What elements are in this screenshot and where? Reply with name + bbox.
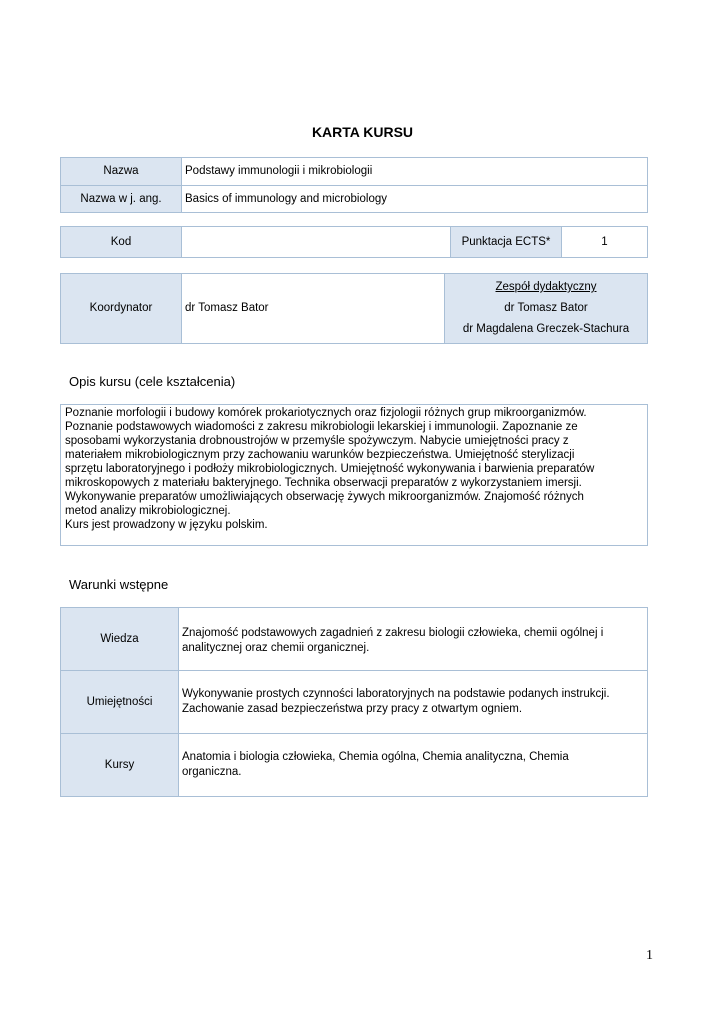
page-title: KARTA KURSU: [311, 124, 414, 140]
ects-value: 1: [562, 227, 648, 258]
description-line: mikroskopowych z materiału bakteryjnego. Technika obserwacji preparatów z wykorzystaniem imersji.: [65, 477, 582, 489]
prerequisites-table: [60, 607, 648, 797]
team-heading: Zespół dydaktyczny: [495, 281, 597, 293]
description-line: metod analizy mikrobiologicznej.: [65, 505, 231, 517]
prereq-line: organiczna.: [182, 766, 242, 778]
code-table: [60, 226, 648, 258]
description-line: sprzętu laboratoryjnego i podłoży mikrobiologicznych. Umiejętność wykonywania i barwienia preparatów: [65, 463, 595, 475]
description-line: Wykonywanie preparatów umożliwiających obserwację żywych mikroorganizmów. Znajomość różnych: [65, 491, 584, 503]
prereq-label-knowledge: Wiedza: [61, 608, 179, 671]
prereq-value-courses: [179, 734, 648, 797]
team-member: dr Magdalena Greczek-Stachura: [462, 323, 630, 335]
prereq-line: analitycznej oraz chemii organicznej.: [182, 642, 370, 654]
name-label: Nazwa: [61, 158, 182, 186]
code-label: Kod: [61, 227, 182, 258]
ects-label: Punktacja ECTS*: [451, 227, 562, 258]
name-value: Podstawy immunologii i mikrobiologii: [182, 158, 648, 186]
prereq-line: Zachowanie zasad bezpieczeństwa przy pracy z otwartym ogniem.: [182, 703, 523, 715]
description-line: sposobami wykorzystania drobnoustrojów w przemyśle spożywczym. Nabycie umiejętności pracy z: [65, 435, 569, 447]
description-line: materiałem mikrobiologicznym przy zachowaniu warunków bezpieczeństwa. Umiejętność sterylizacji: [65, 449, 575, 461]
description-box: [60, 404, 648, 546]
prereq-line: Znajomość podstawowych zagadnień z zakresu biologii człowieka, chemii ogólnej i: [182, 627, 604, 639]
name-en-value: Basics of immunology and microbiology: [182, 186, 648, 213]
prereq-label-skills: Umiejętności: [61, 671, 179, 734]
name-en-label: Nazwa w j. ang.: [61, 186, 182, 213]
prereq-line: Wykonywanie prostych czynności laboratoryjnych na podstawie podanych instrukcji.: [182, 688, 610, 700]
description-heading: Opis kursu (cele kształcenia): [69, 374, 236, 389]
prereq-value-knowledge: [179, 608, 648, 671]
prereq-line: Anatomia i biologia człowieka, Chemia ogólna, Chemia analityczna, Chemia: [182, 751, 569, 763]
page-number: 1: [646, 948, 653, 963]
prereq-value-skills: [179, 671, 648, 734]
team-member: dr Tomasz Bator: [504, 302, 588, 314]
description-line: Poznanie podstawowych wiadomości z zakresu mikrobiologii lekarskiej i immunologii. Zapoznanie ze: [65, 421, 578, 433]
description-line: Kurs jest prowadzony w języku polskim.: [65, 519, 268, 531]
course-name-table: [60, 157, 648, 213]
coordinator-table: [60, 273, 648, 344]
prerequisites-heading: Warunki wstępne: [69, 577, 169, 592]
code-value: [182, 227, 451, 258]
coordinator-label: Koordynator: [61, 274, 182, 344]
prereq-label-courses: Kursy: [61, 734, 179, 797]
teaching-team: [445, 274, 648, 344]
description-line: Poznanie morfologii i budowy komórek prokariotycznych oraz fizjologii różnych grup mikroorganizmów.: [65, 407, 587, 419]
coordinator-value: dr Tomasz Bator: [182, 274, 445, 344]
